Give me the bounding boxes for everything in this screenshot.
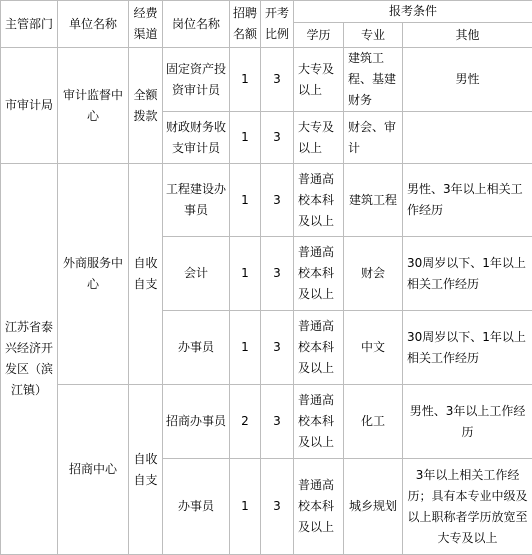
unit-cell: 外商服务中心 [58,164,129,385]
education-cell: 普通高校本科及以上 [294,164,344,237]
header-other: 其他 [403,23,532,48]
funding-cell: 自收自支 [129,385,163,555]
ratio-cell: 3 [261,237,294,311]
header-conditions: 报考条件 [294,1,532,23]
header-row-1 [1,1,532,23]
ratio-cell: 3 [261,112,294,164]
header-education: 学历 [294,23,344,48]
other-cell: 男性、3年以上工作经历 [403,385,532,459]
other-cell: 30周岁以下、1年以上相关工作经历 [403,311,532,385]
quota-cell: 1 [230,237,261,311]
dept-cell: 市审计局 [1,48,58,164]
position-cell: 会计 [163,237,230,311]
unit-cell: 招商中心 [58,385,129,555]
position-cell: 招商办事员 [163,385,230,459]
major-cell: 建筑工程、基建财务 [344,48,403,112]
quota-cell: 1 [230,112,261,164]
funding-cell: 自收自支 [129,164,163,385]
other-cell [403,112,532,164]
other-cell: 30周岁以下、1年以上相关工作经历 [403,237,532,311]
position-cell: 财政财务收支审计员 [163,112,230,164]
header-position: 岗位名称 [163,1,230,48]
header-unit: 单位名称 [58,1,129,48]
ratio-cell: 3 [261,459,294,555]
ratio-cell: 3 [261,311,294,385]
ratio-cell: 3 [261,385,294,459]
ratio-cell: 3 [261,48,294,112]
header-ratio: 开考比例 [261,1,294,48]
table-row [1,48,532,112]
quota-cell: 1 [230,311,261,385]
header-dept: 主管部门 [1,1,58,48]
major-cell: 中文 [344,311,403,385]
position-cell: 办事员 [163,459,230,555]
major-cell: 财会、审计 [344,112,403,164]
table-row [1,385,532,459]
education-cell: 普通高校本科及以上 [294,459,344,555]
education-cell: 普通高校本科及以上 [294,385,344,459]
major-cell: 化工 [344,385,403,459]
quota-cell: 1 [230,459,261,555]
education-cell: 普通高校本科及以上 [294,311,344,385]
quota-cell: 2 [230,385,261,459]
quota-cell: 1 [230,164,261,237]
position-cell: 工程建设办事员 [163,164,230,237]
unit-cell: 审计监督中心 [58,48,129,164]
position-cell: 固定资产投资审计员 [163,48,230,112]
education-cell: 大专及以上 [294,48,344,112]
other-cell: 3年以上相关工作经历；具有本专业中级及以上职称者学历放宽至大专及以上 [403,459,532,555]
dept-cell: 江苏省泰兴经济开发区（滨江镇） [1,164,58,555]
position-cell: 办事员 [163,311,230,385]
major-cell: 财会 [344,237,403,311]
education-cell: 普通高校本科及以上 [294,237,344,311]
header-quota: 招聘名额 [230,1,261,48]
other-cell: 男性、3年以上相关工作经历 [403,164,532,237]
header-major: 专业 [344,23,403,48]
header-funding: 经费渠道 [129,1,163,48]
major-cell: 城乡规划 [344,459,403,555]
ratio-cell: 3 [261,164,294,237]
quota-cell: 1 [230,48,261,112]
table-row [1,164,532,237]
major-cell: 建筑工程 [344,164,403,237]
other-cell: 男性 [403,48,532,112]
funding-cell: 全额拨款 [129,48,163,164]
education-cell: 大专及以上 [294,112,344,164]
